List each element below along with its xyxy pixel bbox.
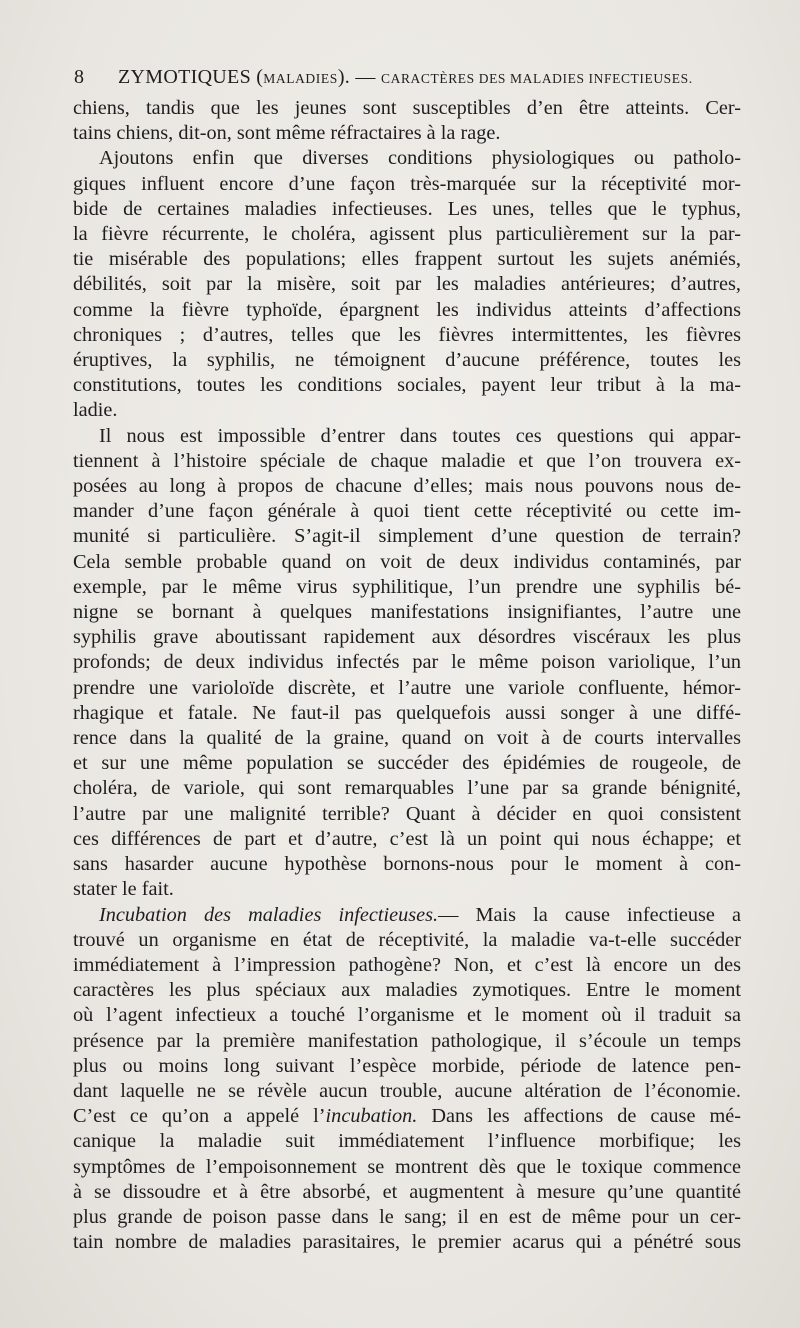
- text-line: prendre une varioloïde discrète, et l’autre une variole confluente, hémor-: [73, 676, 741, 699]
- text-line: l’autre par une malignité terrible? Quant à décider en quoi consistent: [73, 802, 741, 825]
- text-line: mander d’une façon générale à quoi tient cette réceptivité ou cette im-: [73, 500, 741, 523]
- page-number: 8: [74, 66, 85, 88]
- text-line: tains chiens, dit-on, sont même réfractaires à la rage.: [73, 122, 501, 145]
- text-line: présence par la première manifestation pathologique, il s’écoule un temps: [73, 1029, 741, 1052]
- text-line: syphilis grave aboutissant rapidement aux désordres viscéraux les plus: [73, 626, 741, 649]
- text-line: stater le fait.: [73, 878, 174, 901]
- text-line: tiennent à l’histoire spéciale de chaque maladie et que l’on trouvera ex-: [73, 449, 741, 472]
- text-line: débilités, soit par la misère, soit par les maladies antérieures; d’autres,: [73, 273, 741, 296]
- page-body: [73, 96, 741, 1255]
- text-line: à se dissoudre et à être absorbé, et augmentent à mesure qu’une quantité: [73, 1180, 741, 1203]
- text-line: trouvé un organisme en état de réceptivité, la maladie va-t-elle succéder: [73, 928, 741, 951]
- incubation-first-line: Incubation des maladies infectieuses.— Mais la cause infectieuse a: [99, 903, 741, 926]
- text-line: caractères les plus spéciaux aux maladies zymotiques. Entre le moment: [73, 979, 741, 1002]
- text-line: profonds; de deux individus infectés par le même poison variolique, l’un: [73, 651, 741, 674]
- text-line: Il nous est impossible d’entrer dans toutes ces questions qui appar-: [99, 424, 741, 447]
- text-line: nigne se bornant à quelques manifestations insignifiantes, l’autre une: [73, 601, 741, 624]
- text-line: Ajoutons enfin que diverses conditions physiologiques ou patholo-: [99, 147, 741, 170]
- text-line: chroniques ; d’autres, telles que les fièvres intermittentes, les fièvres: [73, 323, 741, 346]
- text-line: choléra, de variole, qui sont remarquables l’une par sa grande bénignité,: [73, 777, 741, 800]
- text-line: ladie.: [73, 399, 118, 422]
- paragraph-incubation: [73, 903, 741, 1256]
- text-line: ces différences de part et d’autre, c’est là un point qui nous échappe; et: [73, 827, 741, 850]
- text-line: immédiatement à l’impression pathogène? Non, et c’est là encore un des: [73, 953, 741, 976]
- text-line: posées au long à propos de chacune d’elles; mais nous pouvons nous de-: [73, 475, 741, 498]
- text-line: rhagique et fatale. Ne faut-il pas quelquefois aussi songer à une diffé-: [73, 701, 741, 724]
- running-title: ZYMOTIQUES (MALADIES). — CARACTÈRES DES MALADIES INFECTIEUSES.: [118, 66, 693, 88]
- text-line: plus grande de poison passe dans le sang; il en est de même pour un cer-: [73, 1205, 741, 1228]
- text-line: Cela semble probable quand on voit de deux individus contaminés, par: [73, 550, 741, 573]
- text-line: éruptives, la syphilis, ne témoignent d’aucune préférence, toutes les: [73, 349, 741, 372]
- text-line: giques influent encore d’une façon très-marquée sur la réceptivité mor-: [73, 172, 741, 195]
- text-line: plus ou moins long suivant l’espèce morbide, période de latence pen-: [73, 1054, 741, 1077]
- text-line: symptômes de l’empoisonnement se montrent dès que le toxique commence: [73, 1155, 741, 1178]
- text-line: comme la fièvre typhoïde, épargnent les individus atteints d’affections: [73, 298, 741, 321]
- text-line: constitutions, toutes les conditions sociales, payent leur tribut à la ma-: [73, 374, 741, 397]
- incubation-term: incubation.: [325, 1105, 418, 1128]
- text-line: exemple, par le même virus syphilitique, l’un prendre une syphilis bé-: [73, 575, 741, 598]
- section-heading: Incubation des maladies infectieuses.: [99, 903, 439, 926]
- running-header: [72, 62, 742, 92]
- text-line: rence dans la qualité de la graine, quand on voit à de courts intervalles: [73, 727, 741, 750]
- section-title: CARACTÈRES DES MALADIES INFECTIEUSES.: [381, 71, 693, 86]
- text-line: bide de certaines maladies infectieuses. Les unes, telles que le typhus,: [73, 197, 741, 220]
- text-line: dant laquelle ne se révèle aucun trouble, aucune altération de l’économie.: [73, 1079, 741, 1102]
- paragraph-2: [73, 146, 741, 423]
- text-line: tain nombre de maladies parasitaires, le premier acarus qui a pénétré sous: [73, 1231, 741, 1254]
- text-line: munité si particulière. S’agit-il simplement d’une question de terrain?: [73, 525, 741, 548]
- text-line: la fièvre récurrente, le choléra, agissent plus particulièrement sur la par-: [73, 223, 741, 246]
- text-line: chiens, tandis que les jeunes sont susceptibles d’en être atteints. Cer-: [73, 97, 741, 119]
- incubation-definition-line: C’est ce qu’on a appelé l’incubation. Dans les affections de cause mé-: [73, 1105, 742, 1128]
- text-line: canique la maladie suit immédiatement l’influence morbifique; les: [73, 1130, 741, 1153]
- paragraph-1: [73, 96, 741, 146]
- text-line: sans hasarder aucune hypothèse bornons-nous pour le moment à con-: [73, 853, 741, 876]
- text-line: tie misérable des populations; elles frappent surtout les sujets anémiés,: [73, 248, 741, 271]
- text-line: et sur une même population se succéder des épidémies de rougeole, de: [73, 752, 741, 775]
- paragraph-3: [73, 424, 741, 903]
- text-line: où l’agent infectieux a touché l’organisme et le moment où il traduit sa: [73, 1004, 741, 1027]
